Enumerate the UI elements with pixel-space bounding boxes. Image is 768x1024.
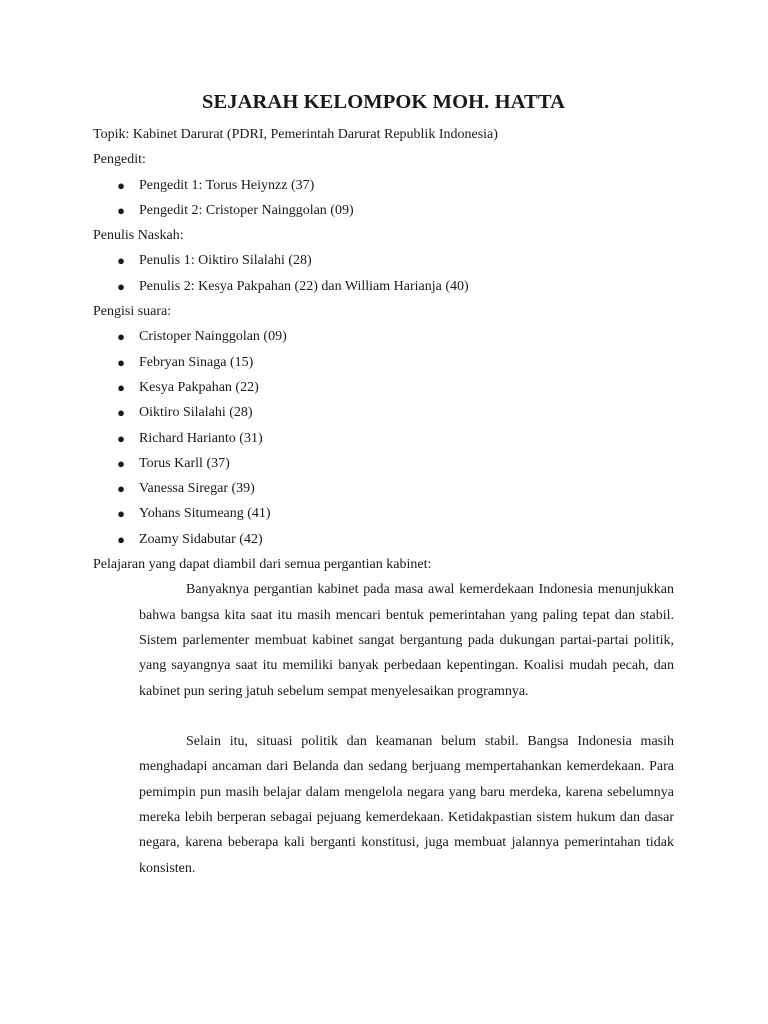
list-item: ● Febryan Sinaga (15) bbox=[139, 350, 674, 375]
bullet-icon: ● bbox=[117, 379, 125, 395]
bullet-icon: ● bbox=[117, 430, 125, 446]
list-item: ● Cristoper Nainggolan (09) bbox=[139, 324, 674, 349]
list-item: ● Kesya Pakpahan (22) bbox=[139, 375, 674, 400]
bullet-icon: ● bbox=[117, 506, 125, 522]
list-item: ● Vanessa Siregar (39) bbox=[139, 476, 674, 501]
bullet-icon: ● bbox=[117, 481, 125, 497]
list-item: ● Oiktiro Silalahi (28) bbox=[139, 400, 674, 425]
paragraph-spacer bbox=[93, 704, 674, 729]
list-item: ● Penulis 2: Kesya Pakpahan (22) dan William Harianja (40) bbox=[139, 274, 674, 299]
document-title: SEJARAH KELOMPOK MOH. HATTA bbox=[202, 91, 565, 113]
list-item: ● Pengedit 2: Cristoper Nainggolan (09) bbox=[139, 198, 674, 223]
bullet-icon: ● bbox=[117, 253, 125, 269]
list-item: ● Torus Karll (37) bbox=[139, 451, 674, 476]
bullet-icon: ● bbox=[117, 329, 125, 345]
bullet-icon: ● bbox=[117, 177, 125, 193]
bullet-icon: ● bbox=[117, 405, 125, 421]
list-item: ● Yohans Situmeang (41) bbox=[139, 501, 674, 526]
list-item: ● Zoamy Sidabutar (42) bbox=[139, 527, 674, 552]
lesson-paragraph-2: Selain itu, situasi politik dan keamanan belum stabil. Bangsa Indonesia masih menghadapi ancaman dari Belanda dan sedang berjuang mempertahankan kemerdekaan. Para pemimpin pun masih belajar dalam mengelola negara yang baru merdeka, karena sebelumnya mereka lebih berperan sebagai pejuang kemerdekaan. Ketidakpastian sistem hukum dan dasar negara, karena beberapa kali berganti konstitusi, juga membuat jalannya pemerintahan tidak konsisten. bbox=[139, 734, 674, 876]
list-item: ● Richard Harianto (31) bbox=[139, 426, 674, 451]
writers-heading: Penulis Naskah: bbox=[93, 228, 184, 244]
voice-heading: Pengisi suara: bbox=[93, 304, 172, 320]
editors-list bbox=[93, 173, 674, 224]
list-item: ● Penulis 1: Oiktiro Silalahi (28) bbox=[139, 248, 674, 273]
bullet-icon: ● bbox=[117, 455, 125, 471]
lesson-paragraph-1: Banyaknya pergantian kabinet pada masa awal kemerdekaan Indonesia menunjukkan bahwa bangsa kita saat itu masih mencari bentuk pemerintahan yang paling tepat dan stabil. Sistem parlementer membuat kabinet sangat bergantung pada dukungan partai-partai politik, yang sayangnya saat itu memiliki banyak perbedaan kepentingan. Koalisi mudah pecah, dan kabinet pun sering jatuh sebelum sempat menyelesaikan programnya. bbox=[139, 582, 674, 699]
lessons-heading: Pelajaran yang dapat diambil dari semua pergantian kabinet: bbox=[93, 557, 432, 573]
bullet-icon: ● bbox=[117, 202, 125, 218]
topic-line: Topik: Kabinet Darurat (PDRI, Pemerintah Darurat Republik Indonesia) bbox=[93, 127, 498, 142]
voice-list bbox=[93, 324, 674, 552]
list-item: ● Pengedit 1: Torus Heiynzz (37) bbox=[139, 173, 674, 198]
bullet-icon: ● bbox=[117, 531, 125, 547]
bullet-icon: ● bbox=[117, 278, 125, 294]
editors-heading: Pengedit: bbox=[93, 152, 146, 168]
writers-list bbox=[93, 248, 674, 299]
bullet-icon: ● bbox=[117, 354, 125, 370]
